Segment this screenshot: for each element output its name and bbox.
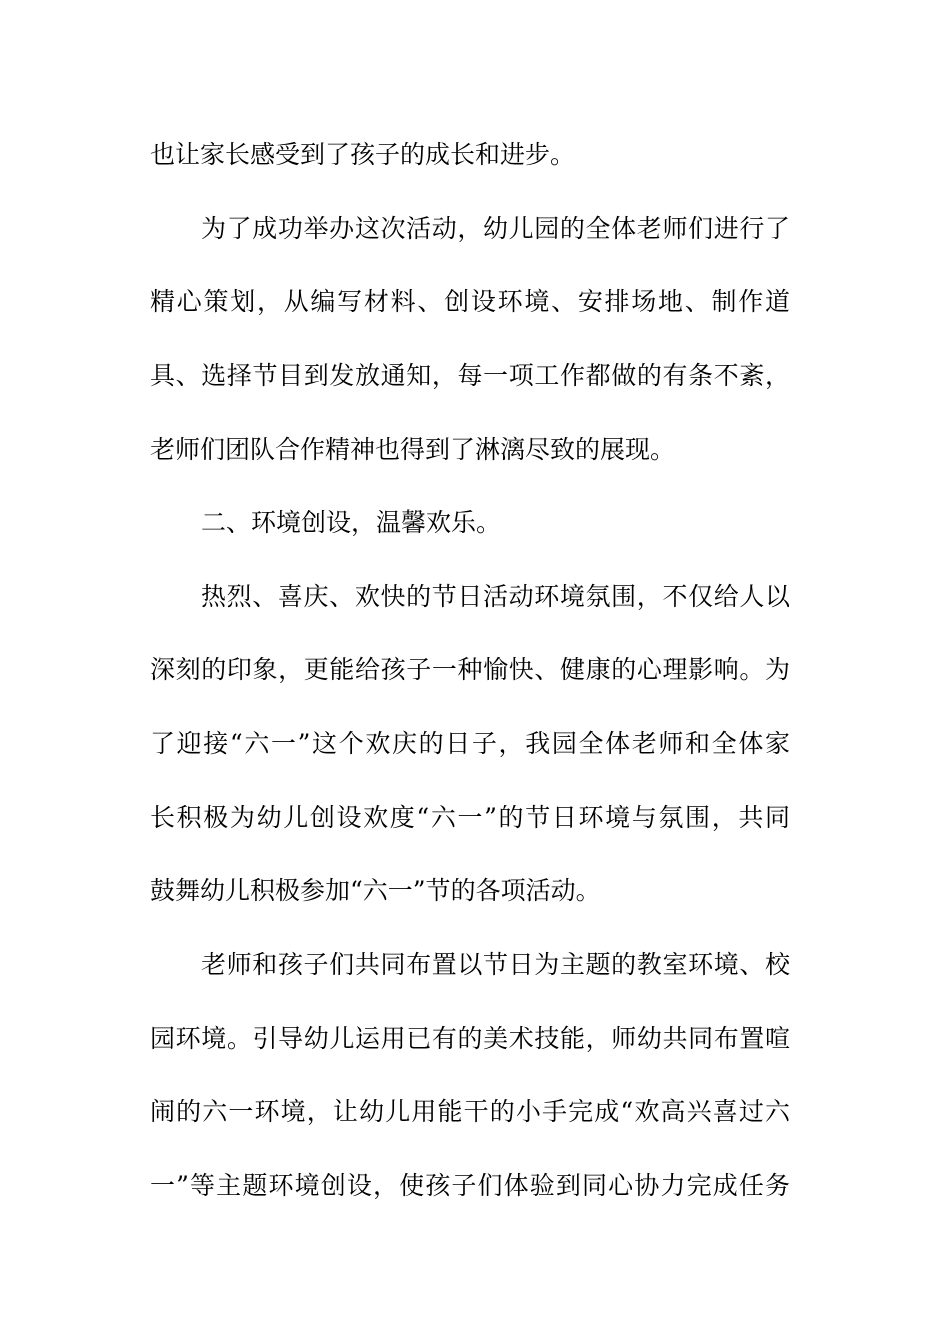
- text-line: 园环境。引导幼儿运用已有的美术技能，师幼共同布置喧: [150, 1024, 790, 1053]
- paragraph-start-line: 热烈、喜庆、欢快的节日活动环境氛围，不仅给人以: [201, 582, 790, 611]
- text-line: 鼓舞幼儿积极参加“六一”节的各项活动。: [150, 876, 601, 905]
- paragraph-start-line: 老师和孩子们共同布置以节日为主题的教室环境、校: [201, 950, 790, 979]
- text-line: 具、选择节目到发放通知，每一项工作都做的有条不紊，: [150, 361, 790, 390]
- text-line: 也让家长感受到了孩子的成长和进步。: [150, 140, 576, 169]
- text-line: 闹的六一环境，让幼儿用能干的小手完成“欢高兴喜过六: [150, 1097, 790, 1126]
- text-line: 深刻的印象，更能给孩子一种愉快、健康的心理影响。为: [150, 655, 790, 684]
- text-line: 老师们团队合作精神也得到了淋漓尽致的展现。: [150, 435, 676, 464]
- paragraph-start-line: 为了成功举办这次活动，幼儿园的全体老师们进行了: [201, 214, 790, 243]
- section-heading: 二、环境创设，温馨欢乐。: [201, 508, 502, 537]
- text-line: 精心策划，从编写材料、创设环境、安排场地、制作道: [150, 287, 790, 316]
- text-line: 了迎接“六一”这个欢庆的日子，我园全体老师和全体家: [150, 729, 790, 758]
- text-line: 一”等主题环境创设，使孩子们体验到同心协力完成任务: [150, 1171, 790, 1200]
- text-line: 长积极为幼儿创设欢度“六一”的节日环境与氛围，共同: [150, 803, 790, 832]
